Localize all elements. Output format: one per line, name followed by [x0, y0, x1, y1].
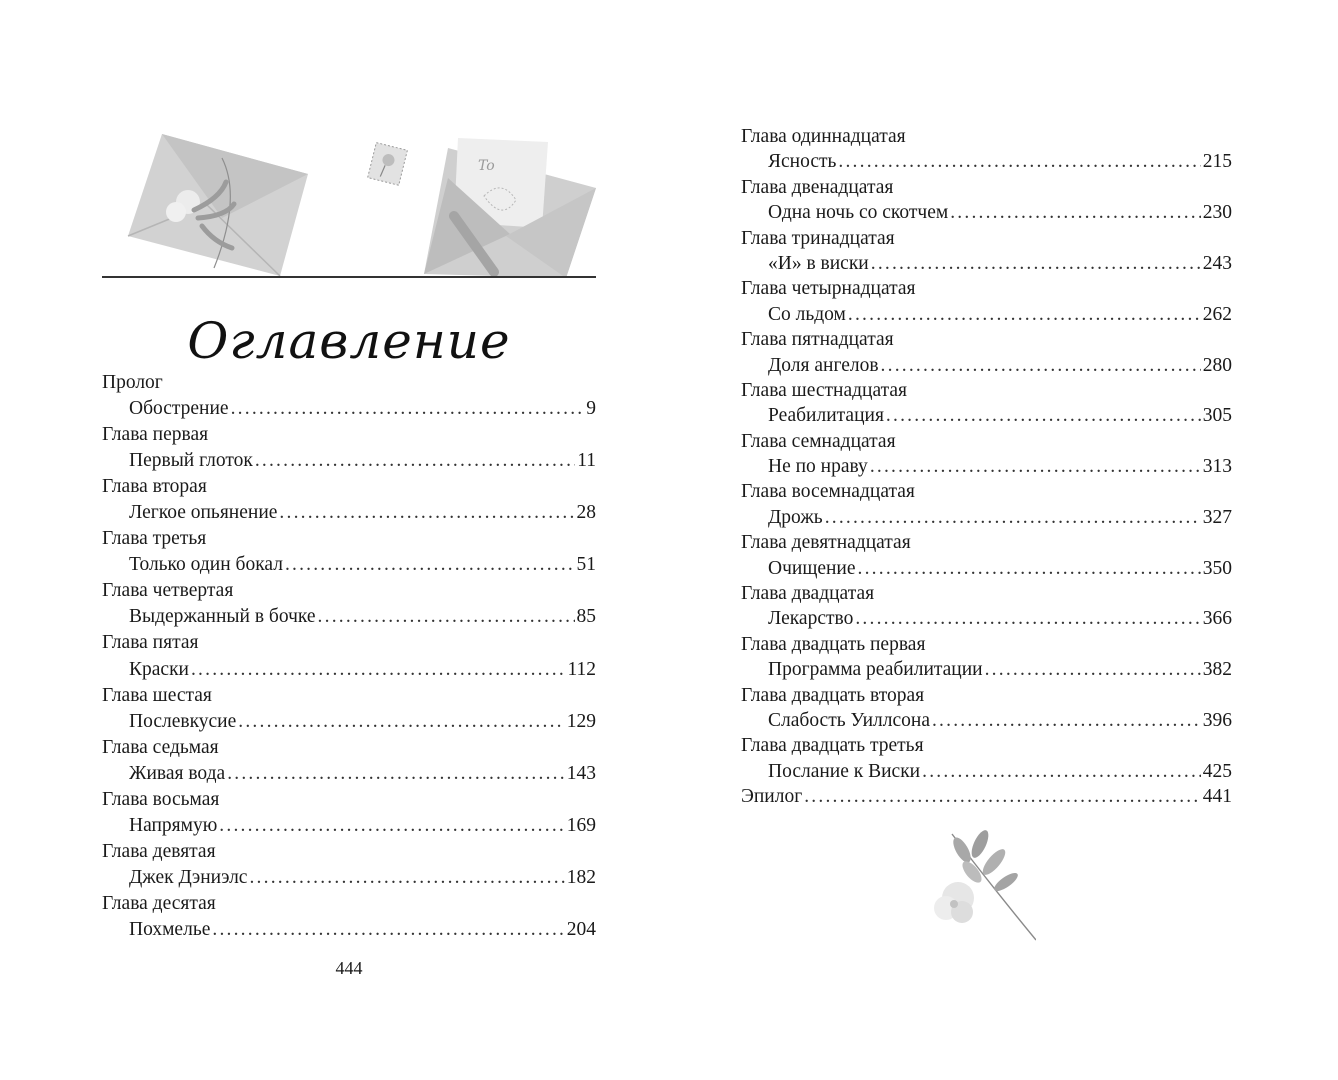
toc-entry-page: 11 — [577, 450, 596, 472]
toc-entry[interactable] — [102, 657, 596, 683]
toc-entry[interactable] — [102, 448, 596, 474]
toc-chapter-heading: Глава девятая — [102, 840, 216, 862]
toc-chapter-heading: Глава семнадцатая — [741, 430, 896, 452]
toc-leader-dots — [191, 657, 565, 683]
toc-leader-dots — [219, 813, 564, 839]
toc-entry-page: 313 — [1202, 456, 1232, 478]
toc-entry-page: 366 — [1202, 608, 1232, 630]
toc-chapter-heading: Глава двадцать первая — [741, 633, 926, 655]
toc-leader-dots — [318, 604, 575, 630]
title-rule — [102, 276, 596, 278]
toc-entry-title: Легкое опьянение — [129, 502, 278, 524]
toc-leader-dots — [881, 353, 1201, 378]
toc-leader-dots — [212, 917, 564, 943]
toc-entry[interactable] — [741, 759, 1232, 784]
stamp-icon — [368, 143, 408, 186]
toc-entry-page: 243 — [1202, 252, 1232, 274]
toc-leader-dots — [985, 657, 1201, 682]
toc-entry-title: Одна ночь со скотчем — [768, 202, 949, 224]
toc-leader-dots — [855, 606, 1200, 631]
toc-entry-title: Со льдом — [768, 303, 846, 325]
toc-entry-title: Похмелье — [129, 918, 211, 940]
toc-leader-dots — [238, 709, 564, 735]
toc-chapter-heading: Глава двадцатая — [741, 583, 875, 605]
toc-chapter-heading: Глава вторая — [102, 476, 207, 498]
toc-left-column — [102, 370, 596, 943]
toc-entry-page: 85 — [576, 606, 596, 628]
toc-entry-page: 425 — [1202, 760, 1232, 782]
envelope-icon — [128, 134, 308, 276]
toc-entry[interactable] — [741, 606, 1232, 631]
toc-leader-dots — [922, 759, 1201, 784]
toc-entry[interactable] — [741, 657, 1232, 682]
toc-entry[interactable] — [102, 761, 596, 787]
toc-leader-dots — [838, 149, 1200, 174]
toc-leader-dots — [231, 396, 585, 422]
toc-entry-title: Не по нраву — [768, 456, 868, 478]
toc-leader-dots — [255, 448, 575, 474]
toc-entry-title: Дрожь — [768, 506, 823, 528]
toc-leader-dots — [871, 251, 1201, 276]
envelopes-illustration — [102, 118, 596, 282]
toc-entry-title: Обострение — [129, 398, 229, 420]
toc-entry[interactable] — [741, 149, 1232, 174]
toc-entry-page: 169 — [566, 814, 596, 836]
toc-leader-dots — [285, 552, 575, 578]
toc-entry[interactable] — [102, 865, 596, 891]
toc-leader-dots — [886, 403, 1201, 428]
toc-entry-page: 382 — [1202, 659, 1232, 681]
toc-entry-title: Ясность — [768, 151, 837, 173]
toc-chapter-heading: Глава четырнадцатая — [741, 278, 916, 300]
toc-entry[interactable] — [741, 708, 1232, 733]
toc-entry-page: 305 — [1202, 405, 1232, 427]
toc-entry[interactable] — [741, 302, 1232, 327]
toc-right-column — [741, 124, 1232, 810]
toc-entry-title: Слабость Уиллсона — [768, 709, 930, 731]
toc-entry-title: Краски — [129, 658, 189, 680]
toc-entry-title: Живая вода — [129, 762, 226, 784]
toc-leader-dots — [932, 708, 1201, 733]
toc-entry[interactable] — [102, 917, 596, 943]
toc-entry-title: Программа реабилитации — [768, 659, 983, 681]
toc-chapter-heading: Глава первая — [102, 424, 209, 446]
toc-entry-page: 112 — [567, 658, 596, 680]
toc-entry-epilogue[interactable] — [741, 784, 1232, 809]
toc-entry[interactable] — [741, 556, 1232, 581]
toc-chapter-heading: Глава двадцать третья — [741, 735, 924, 757]
toc-leader-dots — [848, 302, 1201, 327]
toc-entry-title: Реабилитация — [768, 405, 884, 427]
toc-entry[interactable] — [741, 454, 1232, 479]
page-title: Оглавление — [187, 312, 511, 370]
toc-leader-dots — [950, 200, 1201, 225]
toc-chapter-heading: Глава восьмая — [102, 788, 220, 810]
toc-entry-page: 28 — [576, 502, 596, 524]
toc-entry-title: Первый глоток — [129, 450, 253, 472]
toc-entry[interactable] — [102, 709, 596, 735]
toc-entry-page: 215 — [1202, 151, 1232, 173]
toc-entry-page: 9 — [586, 398, 596, 420]
toc-entry-page: 129 — [566, 710, 596, 732]
toc-entry-page: 204 — [566, 918, 596, 940]
toc-entry-page: 230 — [1202, 202, 1232, 224]
toc-entry-title: «И» в виски — [768, 252, 869, 274]
toc-entry[interactable] — [102, 813, 596, 839]
toc-chapter-heading: Глава одиннадцатая — [741, 126, 906, 147]
toc-chapter-heading: Пролог — [102, 372, 163, 393]
toc-entry[interactable] — [741, 505, 1232, 530]
leaf-sprig-icon — [932, 824, 1036, 942]
toc-entry[interactable] — [741, 200, 1232, 225]
toc-chapter-heading: Глава четвертая — [102, 580, 234, 602]
toc-entry-title: Доля ангелов — [768, 354, 879, 376]
toc-chapter-heading: Глава восемнадцатая — [741, 481, 915, 503]
toc-chapter-heading: Глава шестая — [102, 684, 212, 706]
toc-entry[interactable] — [741, 353, 1232, 378]
toc-chapter-heading: Глава десятая — [102, 892, 216, 914]
toc-entry-page: 51 — [576, 554, 596, 576]
toc-entry[interactable] — [741, 403, 1232, 428]
toc-leader-dots — [249, 865, 564, 891]
toc-chapter-heading: Глава девятнадцатая — [741, 532, 911, 554]
toc-leader-dots — [825, 505, 1201, 530]
toc-entry-title: Очищение — [768, 557, 856, 579]
toc-chapter-heading: Глава третья — [102, 528, 207, 550]
toc-entry[interactable] — [102, 396, 596, 422]
toc-entry-page: 143 — [566, 762, 596, 784]
toc-entry[interactable] — [102, 500, 596, 526]
svg-text:To: To — [478, 158, 495, 174]
toc-entry-title: Лекарство — [768, 608, 854, 630]
toc-entry-page: 396 — [1202, 709, 1232, 731]
toc-chapter-heading: Глава пятнадцатая — [741, 329, 894, 351]
toc-chapter-heading: Глава шестнадцатая — [741, 379, 907, 401]
toc-entry[interactable] — [102, 604, 596, 630]
toc-leader-dots — [804, 784, 1201, 809]
toc-leader-dots — [870, 454, 1201, 479]
toc-entry-title: Послание к Виски — [768, 760, 921, 782]
toc-chapter-heading: Глава двадцать вторая — [741, 684, 925, 706]
toc-entry-title: Джек Дэниэлс — [129, 866, 248, 888]
toc-entry-page: 182 — [566, 866, 596, 888]
toc-entry-title: Выдержанный в бочке — [129, 606, 316, 628]
toc-entry-page: 327 — [1202, 506, 1232, 528]
toc-entry-title: Напрямую — [129, 814, 218, 836]
open-envelope-icon — [424, 138, 596, 278]
toc-entry-title: Эпилог — [741, 786, 803, 808]
toc-entry[interactable] — [741, 251, 1232, 276]
toc-leader-dots — [227, 761, 565, 787]
toc-entry-page: 280 — [1202, 354, 1232, 376]
toc-chapter-heading: Глава двенадцатая — [741, 176, 894, 198]
toc-entry-page: 441 — [1202, 786, 1232, 808]
toc-leader-dots — [279, 500, 574, 526]
toc-entry-title: Только один бокал — [129, 554, 283, 576]
toc-chapter-heading: Глава пятая — [102, 632, 199, 654]
toc-entry-page: 262 — [1202, 303, 1232, 325]
toc-chapter-heading: Глава тринадцатая — [741, 227, 895, 249]
toc-chapter-heading: Глава седьмая — [102, 736, 219, 758]
toc-entry[interactable] — [102, 552, 596, 578]
page-number: 444 — [335, 958, 363, 978]
toc-leader-dots — [858, 556, 1201, 581]
toc-entry-page: 350 — [1202, 557, 1232, 579]
toc-entry-title: Послевкусие — [129, 710, 237, 732]
